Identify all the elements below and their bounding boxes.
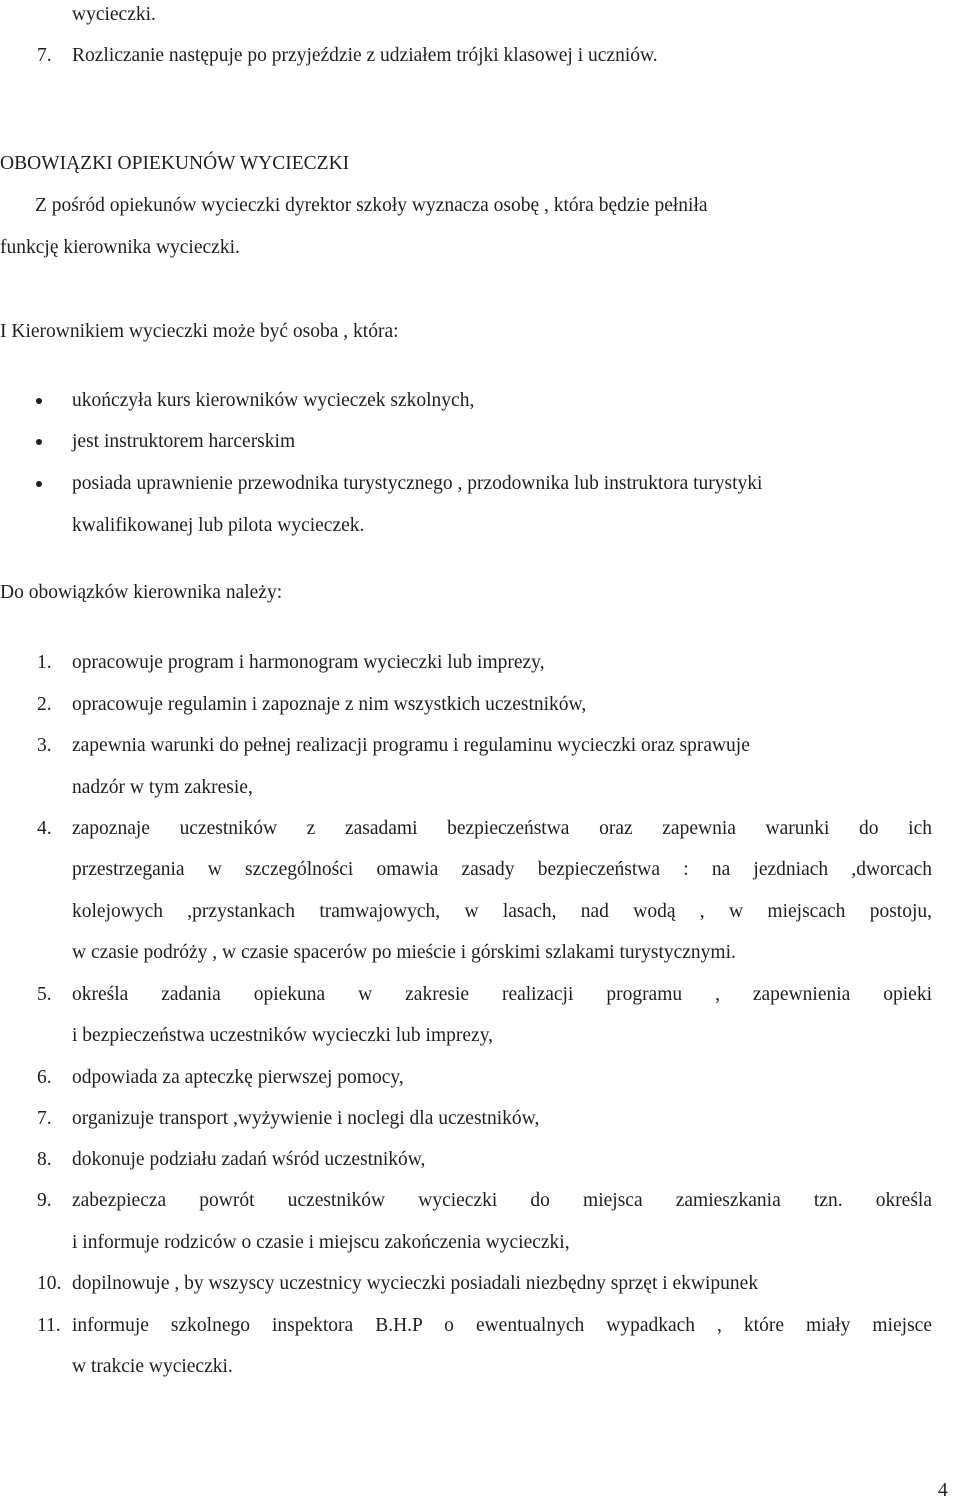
duty-text: organizuje transport ,wyżywienie i noclegi dla uczestników, — [72, 1108, 540, 1129]
kierownik-lead: I Kierownikiem wycieczki może być osoba , która: — [0, 321, 399, 342]
section-title: OBOWIĄZKI OPIEKUNÓW WYCIECZKI — [0, 153, 350, 174]
list-item-text: posiada uprawnienie przewodnika turystycznego , przodownika lub instruktora turystyki — [72, 473, 763, 494]
bullet-icon — [36, 481, 42, 487]
top-item-text: Rozliczanie następuje po przyjeździe z udziałem trójki klasowej i uczniów. — [72, 45, 658, 66]
duty-text: zabezpiecza powrót uczestników wycieczki do miejsca zamieszkania tzn. określa — [72, 1190, 932, 1211]
duty-text: w czasie podróży , w czasie spacerów po mieście i górskimi szlakami turystycznymi. — [72, 942, 736, 963]
duty-number: 10. — [37, 1273, 62, 1294]
duty-text: opracowuje program i harmonogram wycieczki lub imprezy, — [72, 652, 545, 673]
duty-number: 3. — [37, 735, 52, 756]
duty-text: i informuje rodziców o czasie i miejscu zakończenia wycieczki, — [72, 1232, 570, 1253]
duty-number: 8. — [37, 1149, 52, 1170]
duty-text: zapoznaje uczestników z zasadami bezpieczeństwa oraz zapewnia warunki do ich — [72, 818, 932, 839]
duty-text: i bezpieczeństwa uczestników wycieczki lub imprezy, — [72, 1025, 494, 1046]
duty-text: informuje szkolnego inspektora B.H.P o ewentualnych wypadkach , które miały miejsce — [72, 1315, 932, 1336]
duty-text: opracowuje regulamin i zapoznaje z nim wszystkich uczestników, — [72, 694, 587, 715]
duty-text: nadzór w tym zakresie, — [72, 777, 253, 798]
list-item-text: ukończyła kurs kierowników wycieczek szkolnych, — [72, 390, 475, 411]
duty-text: w trakcie wycieczki. — [72, 1356, 233, 1377]
bullet-icon — [36, 398, 42, 404]
duty-text: dokonuje podziału zadań wśród uczestników, — [72, 1149, 426, 1170]
duty-text: odpowiada za apteczkę pierwszej pomocy, — [72, 1067, 404, 1088]
intro-line-1: Z pośród opiekunów wycieczki dyrektor szkoły wyznacza osobę , która będzie pełniła — [35, 195, 708, 216]
bullet-icon — [36, 439, 42, 445]
top-item-number: 7. — [37, 45, 52, 66]
intro-line-2: funkcję kierownika wycieczki. — [0, 237, 240, 258]
list-item-text-cont: kwalifikowanej lub pilota wycieczek. — [72, 515, 365, 536]
duty-number: 5. — [37, 984, 52, 1005]
duty-text: przestrzegania w szczególności omawia zasady bezpieczeństwa : na jezdniach ,dworcach — [72, 859, 932, 880]
duty-text: kolejowych ,przystankach tramwajowych, w lasach, nad wodą , w miejscach postoju, — [72, 901, 932, 922]
duty-number: 4. — [37, 818, 52, 839]
duty-number: 7. — [37, 1108, 52, 1129]
page-number: 4 — [938, 1480, 948, 1501]
duties-lead: Do obowiązków kierownika należy: — [0, 582, 283, 603]
duty-number: 1. — [37, 652, 52, 673]
duty-number: 2. — [37, 694, 52, 715]
continuation-text: wycieczki. — [72, 4, 156, 25]
duty-text: zapewnia warunki do pełnej realizacji programu i regulaminu wycieczki oraz sprawuje — [72, 735, 750, 756]
list-item-text: jest instruktorem harcerskim — [72, 431, 296, 452]
duty-text: określa zadania opiekuna w zakresie realizacji programu , zapewnienia opieki — [72, 984, 932, 1005]
duty-number: 9. — [37, 1190, 52, 1211]
duty-number: 11. — [37, 1315, 61, 1336]
duty-number: 6. — [37, 1067, 52, 1088]
duty-text: dopilnowuje , by wszyscy uczestnicy wycieczki posiadali niezbędny sprzęt i ekwipunek — [72, 1273, 759, 1294]
